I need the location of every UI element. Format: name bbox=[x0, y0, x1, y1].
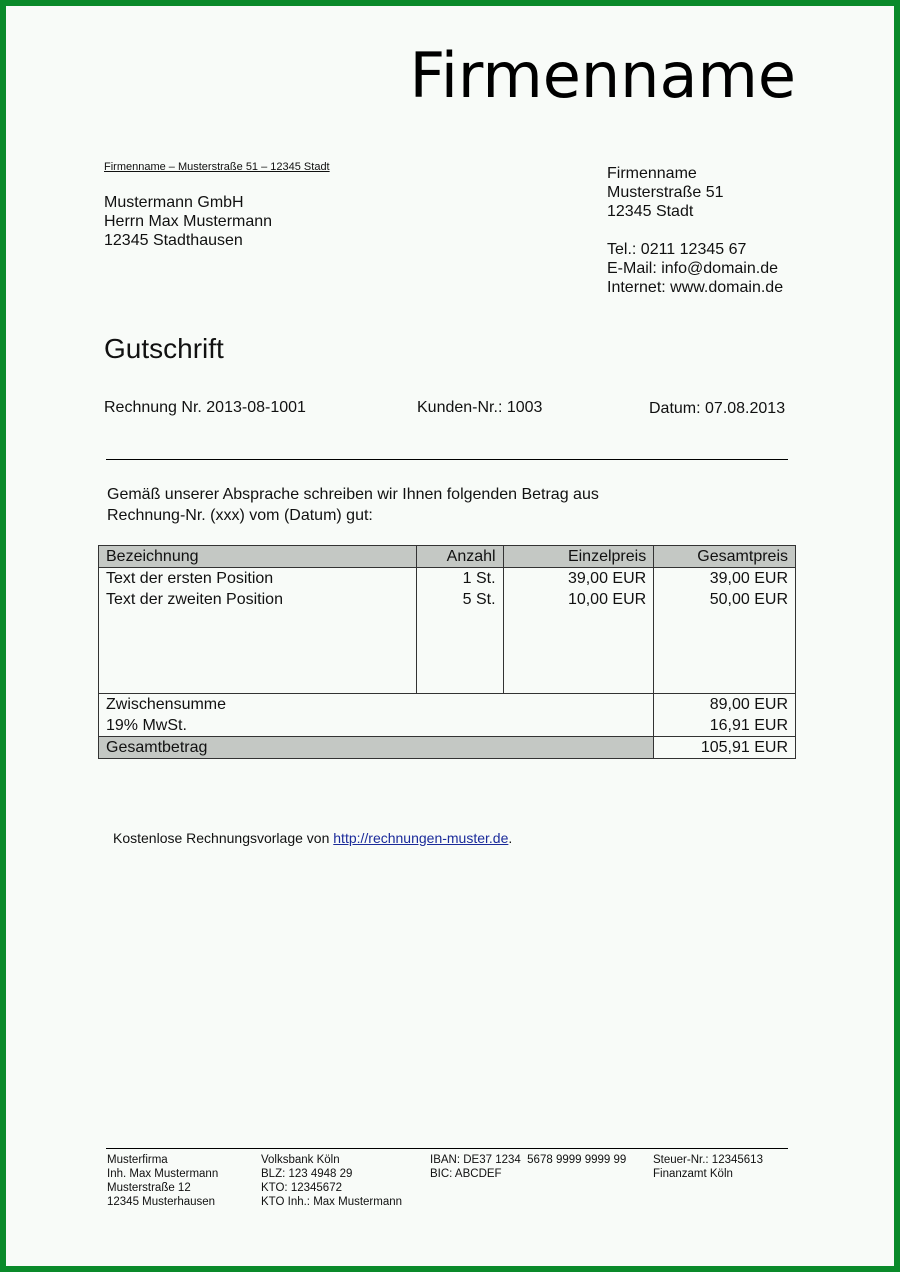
table-header-row bbox=[99, 546, 796, 568]
item-unit-price: 10,00 EUR bbox=[503, 589, 654, 610]
footer-iban-value: IBAN: DE37 1234 5678 9999 9999 99 bbox=[430, 1154, 627, 1166]
items-table bbox=[98, 545, 796, 759]
footer-company-name: Musterfirma bbox=[107, 1154, 168, 1166]
item-quantity: 5 St. bbox=[416, 589, 503, 610]
footnote-text: Kostenlose Rechnungsvorlage von bbox=[113, 830, 334, 846]
intro-text bbox=[107, 484, 599, 526]
table-empty-space bbox=[99, 610, 796, 694]
sender-email: E-Mail: info@domain.de bbox=[607, 260, 778, 277]
subtotal-label: Zwischensumme bbox=[99, 694, 654, 716]
footer-bank bbox=[261, 1153, 402, 1209]
sender-web: Internet: www.domain.de bbox=[607, 279, 784, 296]
footer-divider bbox=[106, 1148, 788, 1149]
sender-street: Musterstraße 51 bbox=[607, 184, 724, 201]
footer-bic: BIC: ABCDEF bbox=[430, 1168, 502, 1180]
item-description: Text der zweiten Position bbox=[99, 589, 417, 610]
invoice-number: Rechnung Nr. 2013-08-1001 bbox=[104, 399, 306, 416]
customer-number: Kunden-Nr.: 1003 bbox=[417, 399, 543, 416]
footnote-link[interactable]: http://rechnungen-muster.de bbox=[333, 830, 509, 846]
footer-tax bbox=[653, 1153, 763, 1181]
vat-row bbox=[99, 715, 796, 737]
company-title: Firmenname bbox=[409, 39, 796, 112]
header-quantity: Anzahl bbox=[416, 546, 503, 568]
table-row bbox=[99, 589, 796, 610]
header-unit-price: Einzelpreis bbox=[503, 546, 654, 568]
total-value: 105,91 EUR bbox=[654, 737, 796, 759]
footer-account-holder: KTO Inh.: Max Mustermann bbox=[261, 1196, 403, 1208]
item-total-price: 50,00 EUR bbox=[654, 589, 796, 610]
total-row bbox=[99, 737, 796, 759]
sender-phone: Tel.: 0211 12345 67 bbox=[607, 241, 747, 258]
sender-city: 12345 Stadt bbox=[607, 203, 694, 220]
divider-line bbox=[106, 459, 788, 460]
intro-line-2: Rechnung-Nr. (xxx) vom (Datum) gut: bbox=[107, 507, 373, 524]
footer-tax-number: Steuer-Nr.: 12345613 bbox=[653, 1154, 763, 1166]
recipient-address bbox=[104, 193, 272, 250]
sender-address bbox=[607, 164, 783, 297]
footer-company bbox=[107, 1153, 218, 1209]
footer-blz: BLZ: 123 4948 29 bbox=[261, 1168, 353, 1180]
invoice-date: Datum: 07.08.2013 bbox=[649, 400, 786, 417]
sender-name: Firmenname bbox=[607, 165, 697, 182]
subtotal-row bbox=[99, 694, 796, 716]
header-description: Bezeichnung bbox=[99, 546, 417, 568]
recipient-person: Herrn Max Mustermann bbox=[104, 213, 273, 230]
footnote bbox=[113, 830, 512, 846]
recipient-company: Mustermann GmbH bbox=[104, 194, 244, 211]
footer-owner: Inh. Max Mustermann bbox=[107, 1168, 219, 1180]
footer-iban bbox=[430, 1153, 626, 1181]
table-row bbox=[99, 568, 796, 590]
footnote-suffix: . bbox=[508, 830, 513, 846]
footer-tax-office: Finanzamt Köln bbox=[653, 1168, 733, 1180]
footer-street: Musterstraße 12 bbox=[107, 1182, 191, 1194]
header-total-price: Gesamtpreis bbox=[654, 546, 796, 568]
footer-city: 12345 Musterhausen bbox=[107, 1196, 216, 1208]
intro-line-1: Gemäß unserer Absprache schreiben wir Ihnen folgenden Betrag aus bbox=[107, 486, 599, 503]
sender-return-line: Firmenname – Musterstraße 51 – 12345 Stadt bbox=[104, 161, 330, 173]
document-title: Gutschrift bbox=[104, 333, 224, 364]
item-unit-price: 39,00 EUR bbox=[503, 568, 654, 590]
footer-bank-name: Volksbank Köln bbox=[261, 1154, 340, 1166]
item-quantity: 1 St. bbox=[416, 568, 503, 590]
vat-value: 16,91 EUR bbox=[654, 715, 796, 737]
recipient-city: 12345 Stadthausen bbox=[104, 232, 243, 249]
total-label: Gesamtbetrag bbox=[99, 737, 654, 759]
footer-account: KTO: 12345672 bbox=[261, 1182, 342, 1194]
subtotal-value: 89,00 EUR bbox=[654, 694, 796, 716]
vat-label: 19% MwSt. bbox=[99, 715, 654, 737]
item-description: Text der ersten Position bbox=[99, 568, 417, 590]
item-total-price: 39,00 EUR bbox=[654, 568, 796, 590]
